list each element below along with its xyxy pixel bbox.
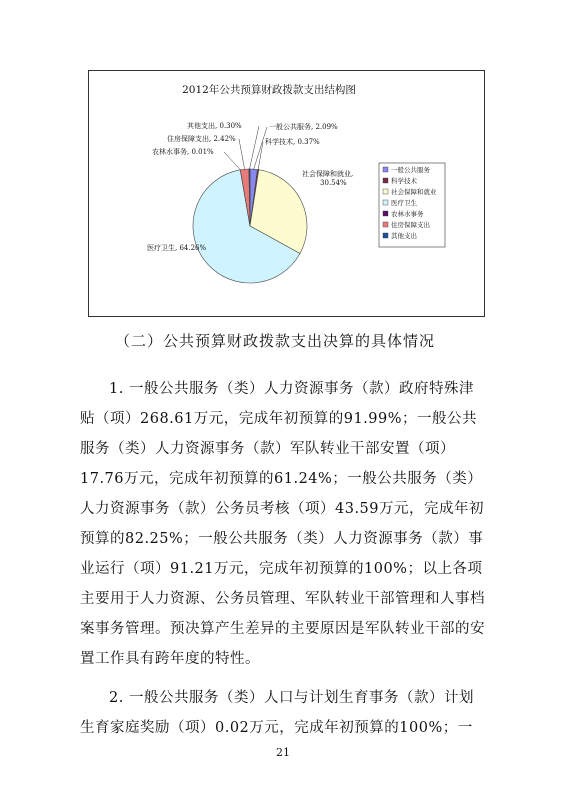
legend-swatch-0 — [383, 167, 388, 172]
slice-label-0: 一般公共服务, 2.09% — [269, 123, 338, 131]
leader-line-5 — [239, 139, 245, 169]
section-heading: （二）公共预算财政拨款支出决算的具体情况 — [115, 332, 436, 350]
paragraph-2: 2. 一般公共服务（类）人口与计划生育事务（款）计划生育家庭奖励（项）0.02万元，完成年初预算的100%；一 — [80, 690, 474, 736]
paragraph-1: 1. 一般公共服务（类）人力资源事务（款）政府特殊津贴（项）268.61万元，完成年初预算的91.99%；一般公共服务（类）人力资源事务（款）军队转业干部安置（项）17.76万元，完成年初预算的61.24%；一般公共服务（类）人力资源事务（款）公务员考核（项）43.59万元，完成年初预算的82.25%；一般公共服务（类）人力资源事务（款）事业运行（项）91.21万元，完成年初预算的100%；以上各项主要用于人力资源、公务员管理、军队转业干部管理和人事档案事务管理。预决算产生差异的主要原因是军队转业干部的安置工作具有跨年度的特性。 — [80, 381, 485, 667]
leader-line-6 — [250, 126, 260, 169]
slice-label-6: 其他支出, 0.30% — [187, 122, 242, 130]
legend-swatch-2 — [383, 189, 388, 194]
slice-label-3: 医疗卫生, 64.26% — [147, 244, 207, 252]
legend-label-0: 一般公共服务 — [391, 166, 430, 174]
chart-frame — [88, 70, 485, 317]
legend-swatch-5 — [383, 222, 388, 227]
chart-title: 2012年公共预算财政拨款支出结构图 — [182, 84, 356, 96]
leader-line-1 — [258, 142, 263, 170]
slice-label-5: 住房保障支出, 2.42% — [167, 135, 236, 143]
legend-label-1: 科学技术 — [391, 177, 417, 185]
legend-label-3: 医疗卫生 — [391, 199, 417, 207]
legend-label-4: 农林水事务 — [391, 210, 424, 218]
legend-swatch-3 — [383, 200, 388, 205]
leader-line-0 — [254, 127, 267, 169]
legend-label-5: 住房保障支出 — [391, 221, 430, 229]
page-number: 21 — [276, 746, 290, 759]
slice-label-1: 科学技术, 0.37% — [265, 138, 320, 146]
legend-label-6: 其他支出 — [391, 232, 417, 240]
slice-label-4: 农林水事务, 0.01% — [152, 148, 214, 156]
legend-swatch-6 — [383, 233, 388, 238]
pie-chart — [89, 71, 486, 318]
legend-label-2: 社会保障和就业 — [391, 188, 437, 196]
leader-line-4 — [224, 152, 240, 170]
legend-swatch-1 — [383, 178, 388, 183]
slice-label-2: 社会保障和就业, 30.54% — [302, 170, 354, 187]
legend-swatch-4 — [383, 211, 388, 216]
